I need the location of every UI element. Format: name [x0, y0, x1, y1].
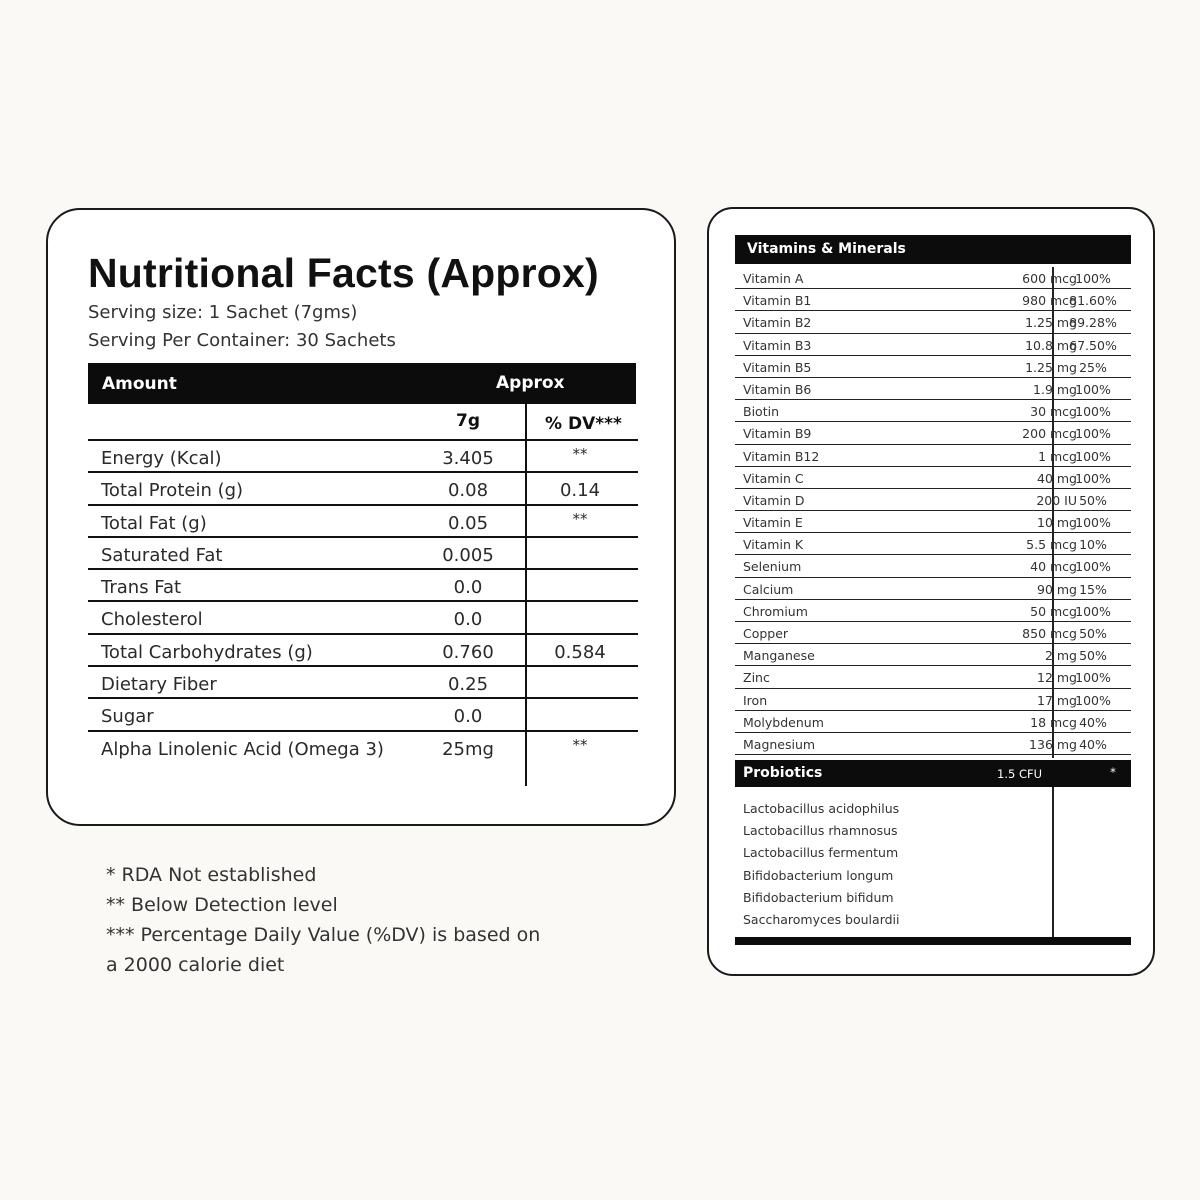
vitamin-name: Selenium: [743, 559, 802, 575]
table-row: [735, 666, 1131, 688]
vitamin-percent: 50%: [1079, 626, 1107, 641]
table-row: [735, 711, 1131, 733]
list-item: Bifidobacterium bifidum: [743, 889, 894, 905]
vitamin-amount: 90 mg: [1037, 581, 1077, 597]
vitamin-name: Vitamin B1: [743, 293, 812, 309]
serving-size: Serving size: 1 Sachet (7gms): [88, 302, 358, 323]
nutrient-value: 0.0: [453, 609, 483, 631]
list-item: Saccharomyces boulardii: [743, 912, 900, 928]
vitamin-name: Copper: [743, 626, 789, 641]
table-row: [735, 378, 1131, 400]
table-row: [735, 267, 1131, 289]
nutrition-facts-card: [46, 208, 676, 826]
nutrient-value: 0.005: [442, 544, 494, 566]
nutrient-value: 0.25: [447, 674, 489, 696]
nutrient-value: 0.760: [442, 641, 494, 663]
vitamin-name: Vitamin B5: [743, 359, 812, 375]
probiotics-percent: *: [1110, 765, 1116, 779]
vitamin-name: Vitamin C: [743, 470, 804, 486]
table-row: [735, 422, 1131, 444]
table-row: [735, 622, 1131, 644]
vitamin-name: Vitamin E: [743, 515, 803, 531]
vitamin-amount: 18 mcg: [1030, 714, 1077, 730]
vitamin-amount: 1.9 mg: [1033, 381, 1077, 397]
serving-per-container: Serving Per Container: 30 Sachets: [88, 330, 396, 351]
table-row: [88, 697, 638, 729]
vitamin-name: Molybdenum: [743, 714, 824, 730]
vitamin-percent: 50%: [1079, 648, 1107, 664]
vitamin-name: Vitamin K: [743, 537, 804, 553]
column-divider: [1052, 787, 1054, 937]
vitamin-name: Magnesium: [743, 736, 816, 752]
vitamins-rows: [735, 267, 1131, 755]
table-row: [88, 665, 638, 697]
vitamin-percent: 100%: [1075, 426, 1111, 442]
table-row: [735, 689, 1131, 711]
list-item: Lactobacillus rhamnosus: [743, 823, 898, 839]
nutrient-name: Total Fat (g): [101, 512, 207, 534]
probiotic-strains: [743, 798, 900, 931]
nutrition-rows: [88, 439, 638, 762]
list-item: Lactobacillus fermentum: [743, 845, 899, 861]
header-amount: Amount: [102, 374, 177, 394]
vitamin-percent: 50%: [1079, 492, 1107, 508]
vitamin-name: Vitamin B9: [743, 426, 812, 442]
vitamin-amount: 200 IU: [1036, 492, 1077, 508]
vitamin-name: Iron: [743, 692, 768, 708]
nutrient-value: 0.05: [447, 512, 489, 534]
table-row: [88, 600, 638, 632]
vitamin-percent: 40%: [1079, 736, 1107, 752]
vitamin-percent: 100%: [1075, 381, 1111, 397]
table-row: [735, 644, 1131, 666]
nutrient-value: 0.08: [447, 480, 489, 502]
vitamin-percent: 100%: [1075, 692, 1111, 708]
vitamin-percent: 15%: [1079, 581, 1107, 597]
table-row: [735, 334, 1131, 356]
vitamin-name: Manganese: [743, 648, 815, 664]
vitamin-name: Vitamin B6: [743, 381, 812, 397]
table-row: [88, 439, 638, 471]
nutrition-table-header: [88, 363, 636, 404]
vitamin-percent: 100%: [1075, 603, 1111, 619]
vitamin-amount: 2 mg: [1044, 648, 1077, 664]
table-row: [88, 568, 638, 600]
vitamin-percent: 67.50%: [1069, 337, 1117, 353]
nutrition-subheader: [88, 404, 638, 440]
table-row: [735, 356, 1131, 378]
subheader-dv: % DV***: [545, 414, 622, 434]
table-row: [88, 536, 638, 568]
vitamin-amount: 17 mg: [1037, 692, 1077, 708]
probiotics-title: Probiotics: [743, 765, 823, 781]
table-row: [88, 471, 638, 503]
vitamin-percent: 10%: [1079, 537, 1107, 553]
table-row: [735, 467, 1131, 489]
nutrient-dv: **: [572, 509, 588, 528]
table-row: [735, 489, 1131, 511]
vitamin-percent: 25%: [1079, 359, 1107, 375]
table-row: [735, 289, 1131, 311]
vitamin-amount: 600 mcg: [1022, 271, 1077, 286]
vitamin-name: Chromium: [743, 603, 808, 619]
vitamin-name: Vitamin D: [743, 492, 805, 508]
vitamin-amount: 30 mcg: [1030, 404, 1077, 420]
vitamin-percent: 100%: [1075, 404, 1111, 420]
nutrient-name: Alpha Linolenic Acid (Omega 3): [101, 738, 384, 760]
vitamin-name: Vitamin B12: [743, 448, 820, 464]
vitamin-amount: 10 mg: [1037, 515, 1077, 531]
nutrient-dv: **: [572, 445, 588, 463]
vitamin-percent: 89.28%: [1069, 315, 1117, 331]
footnote: a 2000 calorie diet: [106, 954, 285, 976]
vitamin-amount: 50 mcg: [1030, 603, 1077, 619]
vitamin-amount: 12 mg: [1037, 670, 1077, 686]
table-row: [735, 533, 1131, 555]
nutrient-name: Trans Fat: [101, 577, 182, 599]
footnotes: [106, 860, 540, 980]
vitamin-percent: 100%: [1075, 271, 1111, 286]
table-row: [735, 600, 1131, 622]
nutrient-value: 0.0: [453, 706, 483, 728]
vitamin-name: Vitamin A: [743, 271, 804, 286]
vitamin-percent: 40%: [1079, 714, 1107, 730]
nutrient-name: Energy (Kcal): [101, 448, 222, 469]
vitamin-amount: 200 mcg: [1022, 426, 1077, 442]
table-row: [735, 733, 1131, 755]
nutrient-name: Dietary Fiber: [101, 674, 217, 696]
vitamin-amount: 40 mg: [1037, 470, 1077, 486]
vitamin-amount: 1.25 mg: [1025, 359, 1077, 375]
vitamin-name: Biotin: [743, 404, 779, 420]
probiotics-amount: 1.5 CFU: [997, 767, 1043, 781]
table-row: [735, 311, 1131, 333]
nutrient-name: Saturated Fat: [101, 544, 223, 566]
list-item: Bifidobacterium longum: [743, 867, 894, 883]
table-row: [735, 578, 1131, 600]
table-row: [88, 633, 638, 665]
vitamins-minerals-card: [707, 207, 1155, 976]
table-row: [735, 511, 1131, 533]
table-row: [735, 445, 1131, 467]
table-row: [735, 400, 1131, 422]
vitamin-name: Calcium: [743, 581, 794, 597]
vitamins-title: Vitamins & Minerals: [747, 241, 906, 257]
footnote: ** Below Detection level: [106, 894, 338, 916]
vitamin-name: Vitamin B3: [743, 337, 812, 353]
table-row: [735, 555, 1131, 577]
vitamin-amount: 5.5 mcg: [1026, 537, 1077, 553]
vitamin-amount: 40 mcg: [1030, 559, 1077, 575]
footnote: *** Percentage Daily Value (%DV) is based on: [106, 924, 541, 946]
nutrient-value: 25mg: [442, 738, 494, 760]
nutrient-dv: 0.584: [554, 641, 606, 663]
nutrient-dv: **: [572, 735, 588, 754]
vitamin-percent: 100%: [1075, 448, 1111, 464]
probiotics-header: [735, 760, 1131, 787]
nutrient-dv: 0.14: [559, 480, 601, 502]
vitamin-percent: 100%: [1075, 470, 1111, 486]
vitamin-percent: 100%: [1075, 670, 1111, 686]
vitamins-header: [735, 235, 1131, 264]
vitamin-name: Vitamin B2: [743, 315, 812, 331]
subheader-amount: 7g: [456, 411, 480, 431]
nutrient-name: Total Carbohydrates (g): [101, 641, 313, 663]
nutrient-value: 3.405: [442, 448, 494, 469]
vitamin-amount: 1 mcg: [1038, 448, 1077, 464]
vitamin-name: Zinc: [743, 670, 770, 686]
vitamin-amount: 136 mg: [1029, 736, 1077, 752]
vitamin-amount: 850 mcg: [1022, 626, 1077, 641]
footnote: * RDA Not established: [106, 864, 317, 886]
vitamin-amount: 980 mcg: [1022, 293, 1077, 309]
table-row: [88, 730, 638, 762]
vitamin-amount: 10.8 mg: [1025, 337, 1077, 353]
nutrient-value: 0.0: [453, 577, 483, 599]
table-bottom-rule: [735, 937, 1131, 945]
nutrient-name: Total Protein (g): [101, 480, 244, 502]
vitamin-amount: 1.25 mg: [1025, 315, 1077, 331]
list-item: Lactobacillus acidophilus: [743, 801, 900, 816]
vitamin-percent: 81.60%: [1069, 293, 1117, 309]
table-row: [88, 504, 638, 536]
nutrition-title: Nutritional Facts (Approx): [88, 250, 599, 296]
vitamin-percent: 100%: [1075, 559, 1111, 575]
header-approx: Approx: [496, 373, 565, 393]
nutrient-name: Cholesterol: [101, 609, 203, 631]
nutrient-name: Sugar: [101, 706, 154, 728]
vitamin-percent: 100%: [1075, 515, 1111, 531]
